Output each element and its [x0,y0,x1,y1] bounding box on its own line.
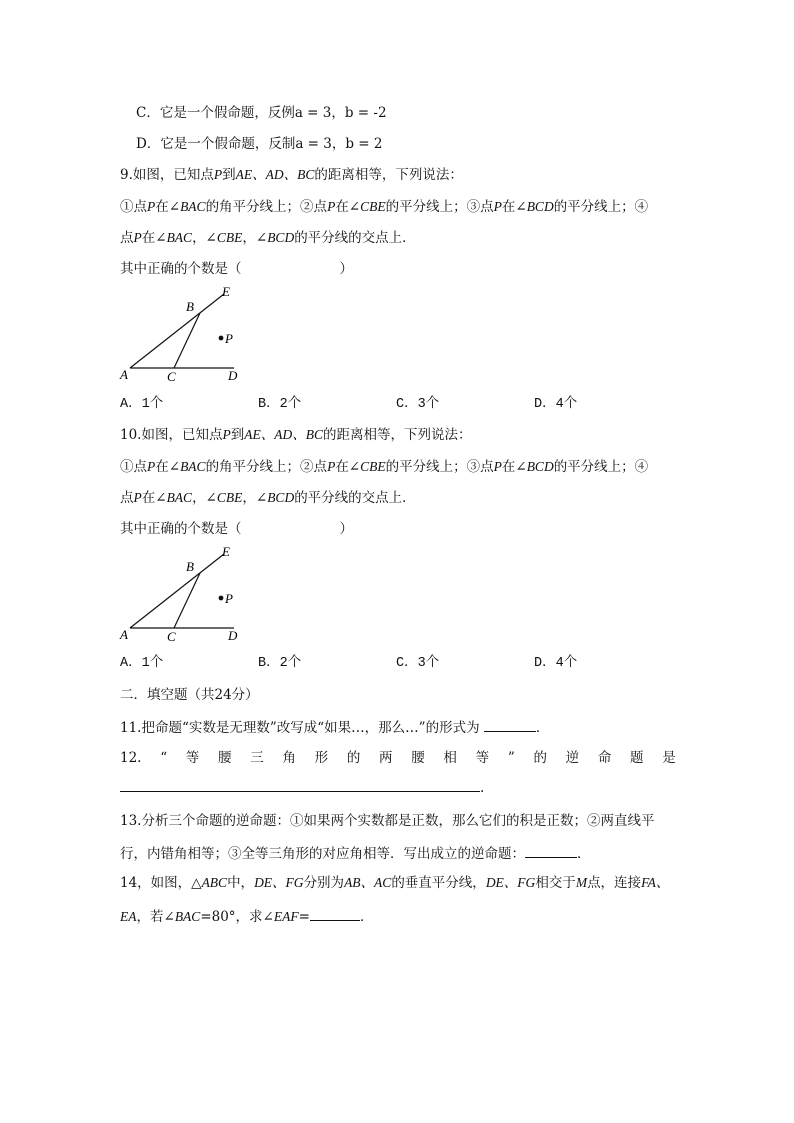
q9-choice-d[interactable]: D．4个 [534,397,578,412]
q10-ask-text: 其中正确的个数是（ [120,521,242,537]
q9-label-b: B [186,299,194,314]
q9-ask [120,260,353,278]
q10-s1b: 在∠ [155,459,181,475]
q14-l1e: 分别为 [303,875,345,891]
q10-statement-line-2 [120,489,416,507]
q10-s1d: 的角平分线上；②点 [205,459,328,475]
q11-answer-blank[interactable] [484,717,536,732]
q9-line-ae [130,294,224,368]
q10-label-b: B [186,559,194,574]
q8-option-c: C．它是一个假命题，反例a = 3，b = -2 [136,105,387,121]
q9-s1e: 在∠ [335,199,361,215]
q8-option-d: D．它是一个假命题，反制a = 3，b = 2 [136,136,383,152]
q9-s2h: 的平分线的交点上． [294,230,416,246]
q11 [120,717,549,737]
q12-char: 的 [346,750,361,766]
q9-choice-b[interactable]: B．2个 [258,397,302,412]
q10-stem-post: 的距离相等，下列说法： [322,427,472,443]
q10-s1g: 的平分线上；③点 [385,459,494,475]
q10-s2a: 点 [120,490,134,506]
q12-char: ” [507,750,515,766]
q13-line-2-text: 行，内错角相等；③全等三角形的对应角相等．写出成立的逆命题： [120,846,525,862]
q10-ask-end: ） [339,521,353,537]
q12-char: 的 [533,750,547,766]
q10-s1a: ①点 [120,459,147,475]
q9-label-d: D [228,368,238,383]
q9-point-p: P [213,167,223,182]
q9-s1g: 的平分线上；③点 [385,199,494,215]
q9-stem-mid: 到 [222,167,236,183]
q13-end: ． [577,846,591,862]
q10-ask [120,520,353,538]
q14-l2e: EAF [273,909,299,924]
q14-l1b: ABC [201,875,228,890]
q9-s2c: BAC [166,230,193,245]
q9-s1b: 在∠ [155,199,181,215]
q14-l1j: M [575,875,588,890]
q9-s1h: 在∠ [501,199,527,215]
q14-l2b: ，若∠ [136,909,175,925]
q10-point-p: P [222,427,231,442]
q14-l1k: 点，连接 [587,875,642,891]
q10-s2d: ，∠ [192,490,217,506]
q10-s1-p1: P [147,459,156,474]
q9-s1-p2: P [327,199,336,214]
q9-choice-a[interactable]: A．1个 [120,397,164,412]
q9-label-e: E [222,284,230,299]
q9-s2g: BCD [267,230,295,245]
q12-char: 逆 [565,750,580,766]
q10-s1c: BAC [180,459,206,474]
q12-char: 角 [282,750,296,766]
q9-s1f: CBE [360,199,386,214]
q9-s2a: 点 [120,230,134,246]
q9-s1i: BCD [526,199,554,214]
q10-s2c: BAC [166,490,193,505]
q10-s1j: 的平分线上；④ [553,459,649,475]
q9-s1c: BAC [180,199,206,214]
q9-s2d: ，∠ [192,230,217,246]
q10-s2b: 在∠ [141,490,167,506]
q10-point-p-dot [219,596,224,601]
q9-statement-line-2 [120,229,416,247]
q10-label-a: A [120,627,128,642]
q10-stem-pre: 10.如图，已知点 [120,427,223,443]
q10-line-ae [130,554,224,628]
q14-l1a: 14，如图，△ [120,875,202,891]
q9-ask-end: ） [339,261,353,277]
q14-l1l: FA、 [641,875,670,890]
q14-l2c: BAC [174,909,201,924]
q11-end: ． [535,720,550,736]
q10-s2f: ，∠ [242,490,268,506]
q14-l1i: 相交于 [535,875,576,891]
q12-char: 是 [662,750,676,766]
q9-choice-c[interactable]: C．3个 [396,397,440,412]
q14-l1c: 中， [227,875,255,891]
q9-label-a: A [120,367,128,382]
q9-s2f: ，∠ [242,230,268,246]
q9-s2e: CBE [216,230,243,245]
q10-s2-p: P [133,490,142,505]
q9-s2b: 在∠ [141,230,167,246]
q13-answer-blank[interactable] [525,843,577,858]
q10-line-bc [174,573,200,628]
q14-l2f: = [298,909,310,925]
q12-row [120,749,676,767]
q14-end: ． [359,909,374,925]
q13-line-2 [120,843,591,863]
q14-l1h: DE、FG [485,875,536,890]
q10-stem-mid: 到 [230,427,245,443]
q10-s2h: 的平分线的交点上． [294,490,416,506]
q14-l1g: 的垂直平分线， [391,875,486,891]
q12-char: 腰 [218,750,232,766]
q12-char: 等 [475,750,490,766]
q9-s1-p3: P [493,199,502,214]
q10-figure [118,542,248,646]
q9-s1j: 的平分线上；④ [553,199,649,215]
q9-s1a: ①点 [120,199,147,215]
q9-stem [120,166,463,184]
q12-char: 相 [443,750,457,766]
q10-label-d: D [228,628,238,643]
q10-s1-p3: P [493,459,502,474]
q10-choice-c[interactable]: C．3个 [396,656,440,671]
q14-line-2 [120,906,373,926]
q9-point-p-dot [219,336,224,341]
q14-l1f: AB、AC [344,875,392,890]
q12-answer-line[interactable] [120,791,480,792]
q14-l2a: EA [120,909,137,924]
q13-line-1: 13.分析三个命题的逆命题：①如果两个实数都是正数，那么它们的积是正数；②两直线平 [120,813,655,829]
q10-statement-line-1 [120,458,648,476]
q12-end: . [480,780,485,796]
q12-char: 三 [250,750,264,766]
q10-stem [120,426,471,444]
q14-line-1 [120,874,669,892]
q12-char: “ [160,750,168,766]
q9-statement-line-1 [120,198,648,216]
q10-label-e: E [222,544,230,559]
q10-choice-a[interactable]: A．1个 [120,656,164,671]
q9-label-c: C [167,369,176,384]
q10-label-p: P [225,591,233,606]
q10-lines: AE、AD、BC [244,427,323,442]
q11-text: 11.把命题“实数是无理数”改写成“如果…，那么…”的形式为 [120,720,480,736]
q9-label-p: P [225,331,233,346]
q9-stem-pre: 9.如图，已知点 [120,167,214,183]
q10-choice-d[interactable]: D．4个 [534,656,578,671]
q10-s2g: BCD [267,490,295,505]
q14-l2d: =80°，求∠ [200,909,274,925]
q12-char: 命 [597,750,612,766]
q10-s2e: CBE [216,490,243,505]
q9-s2-p: P [133,230,142,245]
q9-ask-text: 其中正确的个数是（ [120,261,242,277]
q12-char: 12. [120,750,142,766]
q9-s1d: 的角平分线上；②点 [205,199,328,215]
section-2-heading: 二．填空题（共24分） [120,687,259,703]
q9-lines: AE、AD、BC [235,167,315,182]
q10-s1i: BCD [526,459,554,474]
q12-char: 题 [630,750,644,766]
q10-choice-b[interactable]: B．2个 [258,656,302,671]
q9-line-bc [174,313,200,368]
q9-stem-post: 的距离相等，下列说法： [314,167,463,183]
q12-char: 形 [314,750,329,766]
q10-s1-p2: P [327,459,336,474]
q14-l1d: DE、FG [254,875,304,890]
q10-s1e: 在∠ [335,459,361,475]
q9-figure [118,282,248,386]
q10-s1f: CBE [360,459,386,474]
q10-s1h: 在∠ [501,459,527,475]
q12-char: 两 [379,750,393,766]
q10-label-c: C [167,629,176,644]
q12-char: 等 [185,750,200,766]
q14-answer-blank[interactable] [310,906,360,921]
q9-s1-p1: P [147,199,156,214]
q12-char: 腰 [411,750,425,766]
